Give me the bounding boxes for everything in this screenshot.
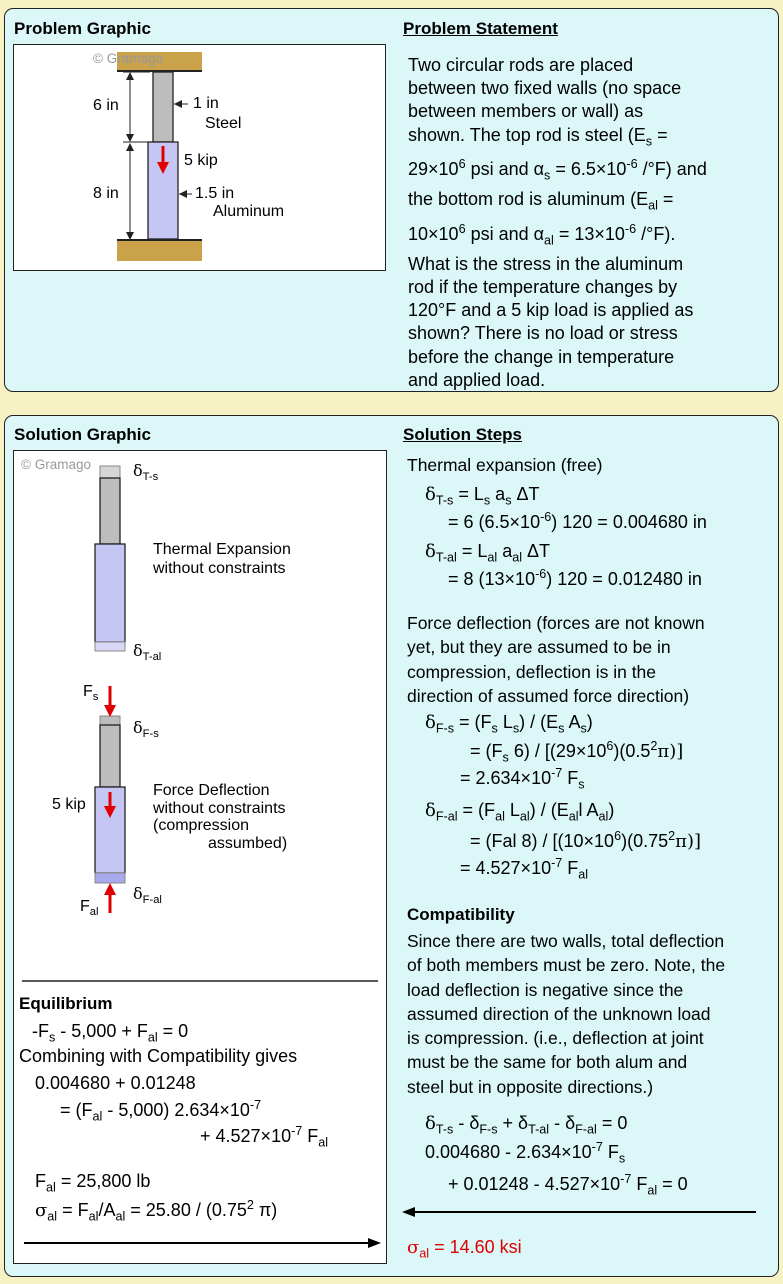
thermal-steel-cap <box>100 466 120 478</box>
problem-copyright: © Gramago <box>93 51 163 66</box>
thermal-steel-rod <box>100 478 120 544</box>
thermal-eq-3: $\delta_{T-al} = L_{al}$ $a_{al}$ ΔT <box>425 541 551 565</box>
thermal-label: Thermal Expansion without constraints <box>153 541 291 577</box>
answer: $\sigma_{al} = 14.60$ ksi <box>407 1237 522 1261</box>
fs-arrow <box>104 705 116 717</box>
label-5kip: 5 kip <box>184 152 218 169</box>
thermal-title: Thermal expansion (free) <box>407 455 603 475</box>
force-eq-3: = $2.634\times 10^{-7}$ $F_s$ <box>460 766 585 792</box>
arrow-left <box>402 1207 415 1217</box>
problem-statement-title: Problem Statement <box>403 19 558 38</box>
force-label: Force Deflection without constraints (compression assumbed) <box>153 782 288 852</box>
thermal-aluminum-cap <box>95 642 125 651</box>
equilibrium-eq: $-F_s - 5,000 + F_{al} = 0$ <box>32 1021 189 1045</box>
compat-eq-2: $0.004680 - 2.634\times 10^{-7}$ $F_s$ <box>425 1140 626 1166</box>
fal-result: $F_{al} = 25,800$ lb <box>35 1171 151 1195</box>
combining-text: Combining with Compatibility gives <box>19 1046 298 1066</box>
solution-graphic-title: Solution Graphic <box>14 425 151 444</box>
label-steel: Steel <box>205 115 242 132</box>
delta-tal-label: $\delta_{T-al}$ <box>133 641 162 664</box>
delta-fs-label: $\delta_{F-s}$ <box>133 718 159 741</box>
solution-5kip-label: 5 kip <box>52 796 86 813</box>
compat-eq-1: $\delta_{T-s} - \delta_{F-s} + \delta_{T-al} - \delta_{F-al} = 0$ <box>425 1113 628 1137</box>
delta-ts-label: $\delta_{T-s}$ <box>133 461 159 484</box>
compat-eq-3: + $0.01248 - 4.527\times 10^{-7}$ $F_{al} = 0$ <box>448 1172 688 1198</box>
equilibrium-title: Equilibrium <box>19 994 113 1013</box>
label-6in: 6 in <box>93 97 119 114</box>
fal-arrow <box>104 883 116 895</box>
thermal-aluminum-rod <box>95 544 125 642</box>
compatibility-title: Compatibility <box>407 905 515 924</box>
label-8in: 8 in <box>93 185 119 202</box>
stress-result: $\sigma_{al} = F_{al}/A_{al} = 25.80 / (0.75^2$ π) <box>35 1198 278 1224</box>
combine-line-1: 0.004680 + 0.01248 <box>35 1073 196 1093</box>
force-eq-2: = ($F_s$ $6) / [(29\times 10^6)(0.5^2\pi)]$ <box>470 739 684 765</box>
solution-copyright: © Gramago <box>21 457 91 472</box>
combine-line-3: + $4.527\times 10^{-7}$ $F_{al}$ <box>200 1124 329 1150</box>
force-steel-cap <box>100 716 120 725</box>
force-steel-rod <box>100 725 120 787</box>
compatibility-text: Since there are two walls, total deflection of both members must be zero. Note, the load deflection is negative since the assumed direction of the unknown load is compression. (i.e., deflection at joint must be the same for both alum and steel but in opposite directions.) <box>407 931 726 1097</box>
fal-label: $F_{al}$ <box>80 898 99 919</box>
label-1-5in: 1.5 in <box>195 185 235 202</box>
force-eq-4: $\delta_{F-al} = (F_{al}$ $L_{al}) / (E_{al}l$ $A_{al}$) <box>425 800 615 824</box>
thermal-eq-1: $\delta_{T-s} = L_s$ $a_s$ ΔT <box>425 484 540 508</box>
arrow-right <box>368 1238 381 1248</box>
force-aluminum-cap <box>95 873 125 883</box>
force-eq-5: = (Fal $8) / [(10\times 10^6)(0.75^2\pi)]$ <box>470 829 702 852</box>
fs-label: $F_s$ <box>83 683 99 704</box>
force-deflection-text: Force deflection (forces are not known yet, but they are assumed to be in compression, deflection is in the direction of assumed force direction) <box>407 613 705 706</box>
label-1in: 1 in <box>193 95 219 112</box>
force-eq-6: = $4.527\times 10^{-7}$ $F_{al}$ <box>460 856 589 882</box>
force-eq-1: $\delta_{F-s} = (F_s$ $L_s) / (E_s$ $A_s$) <box>425 712 593 736</box>
solution-steps-title: Solution Steps <box>403 425 522 444</box>
thermal-eq-2: = 6 $(6.5\times 10^{-6}) 120 = 0.004680$ in <box>448 510 707 532</box>
combine-line-2: = $(F_{al} - 5,000)$ $2.634\times 10^{-7}$ <box>60 1098 262 1124</box>
problem-statement-text: Two circular rods are placed between two fixed walls (no space between members or wall) as shown. The top rod is steel ($E_s$ = $29\times 10^6$ psi and $\alpha_s = 6.5\times 10^{-6}$ /°F) and the bottom rod is aluminum ($E_{al}$ = $10\times 10^6$ psi and $\alpha_{al} = 13\times 10^{-6}$ /°F). What is the stress in the aluminum rod if the temperature changes by 120°F and a 5 kip load is applied as shown? There is no load or stress before the change in temperature and applied load. <box>408 55 707 390</box>
problem-graphic-title: Problem Graphic <box>14 19 151 38</box>
delta-fal-label: $\delta_{F-al}$ <box>133 884 162 907</box>
label-aluminum: Aluminum <box>213 203 285 220</box>
thermal-eq-4: = 8 $(13\times 10^{-6}) 120 = 0.012480$ in <box>448 567 702 589</box>
